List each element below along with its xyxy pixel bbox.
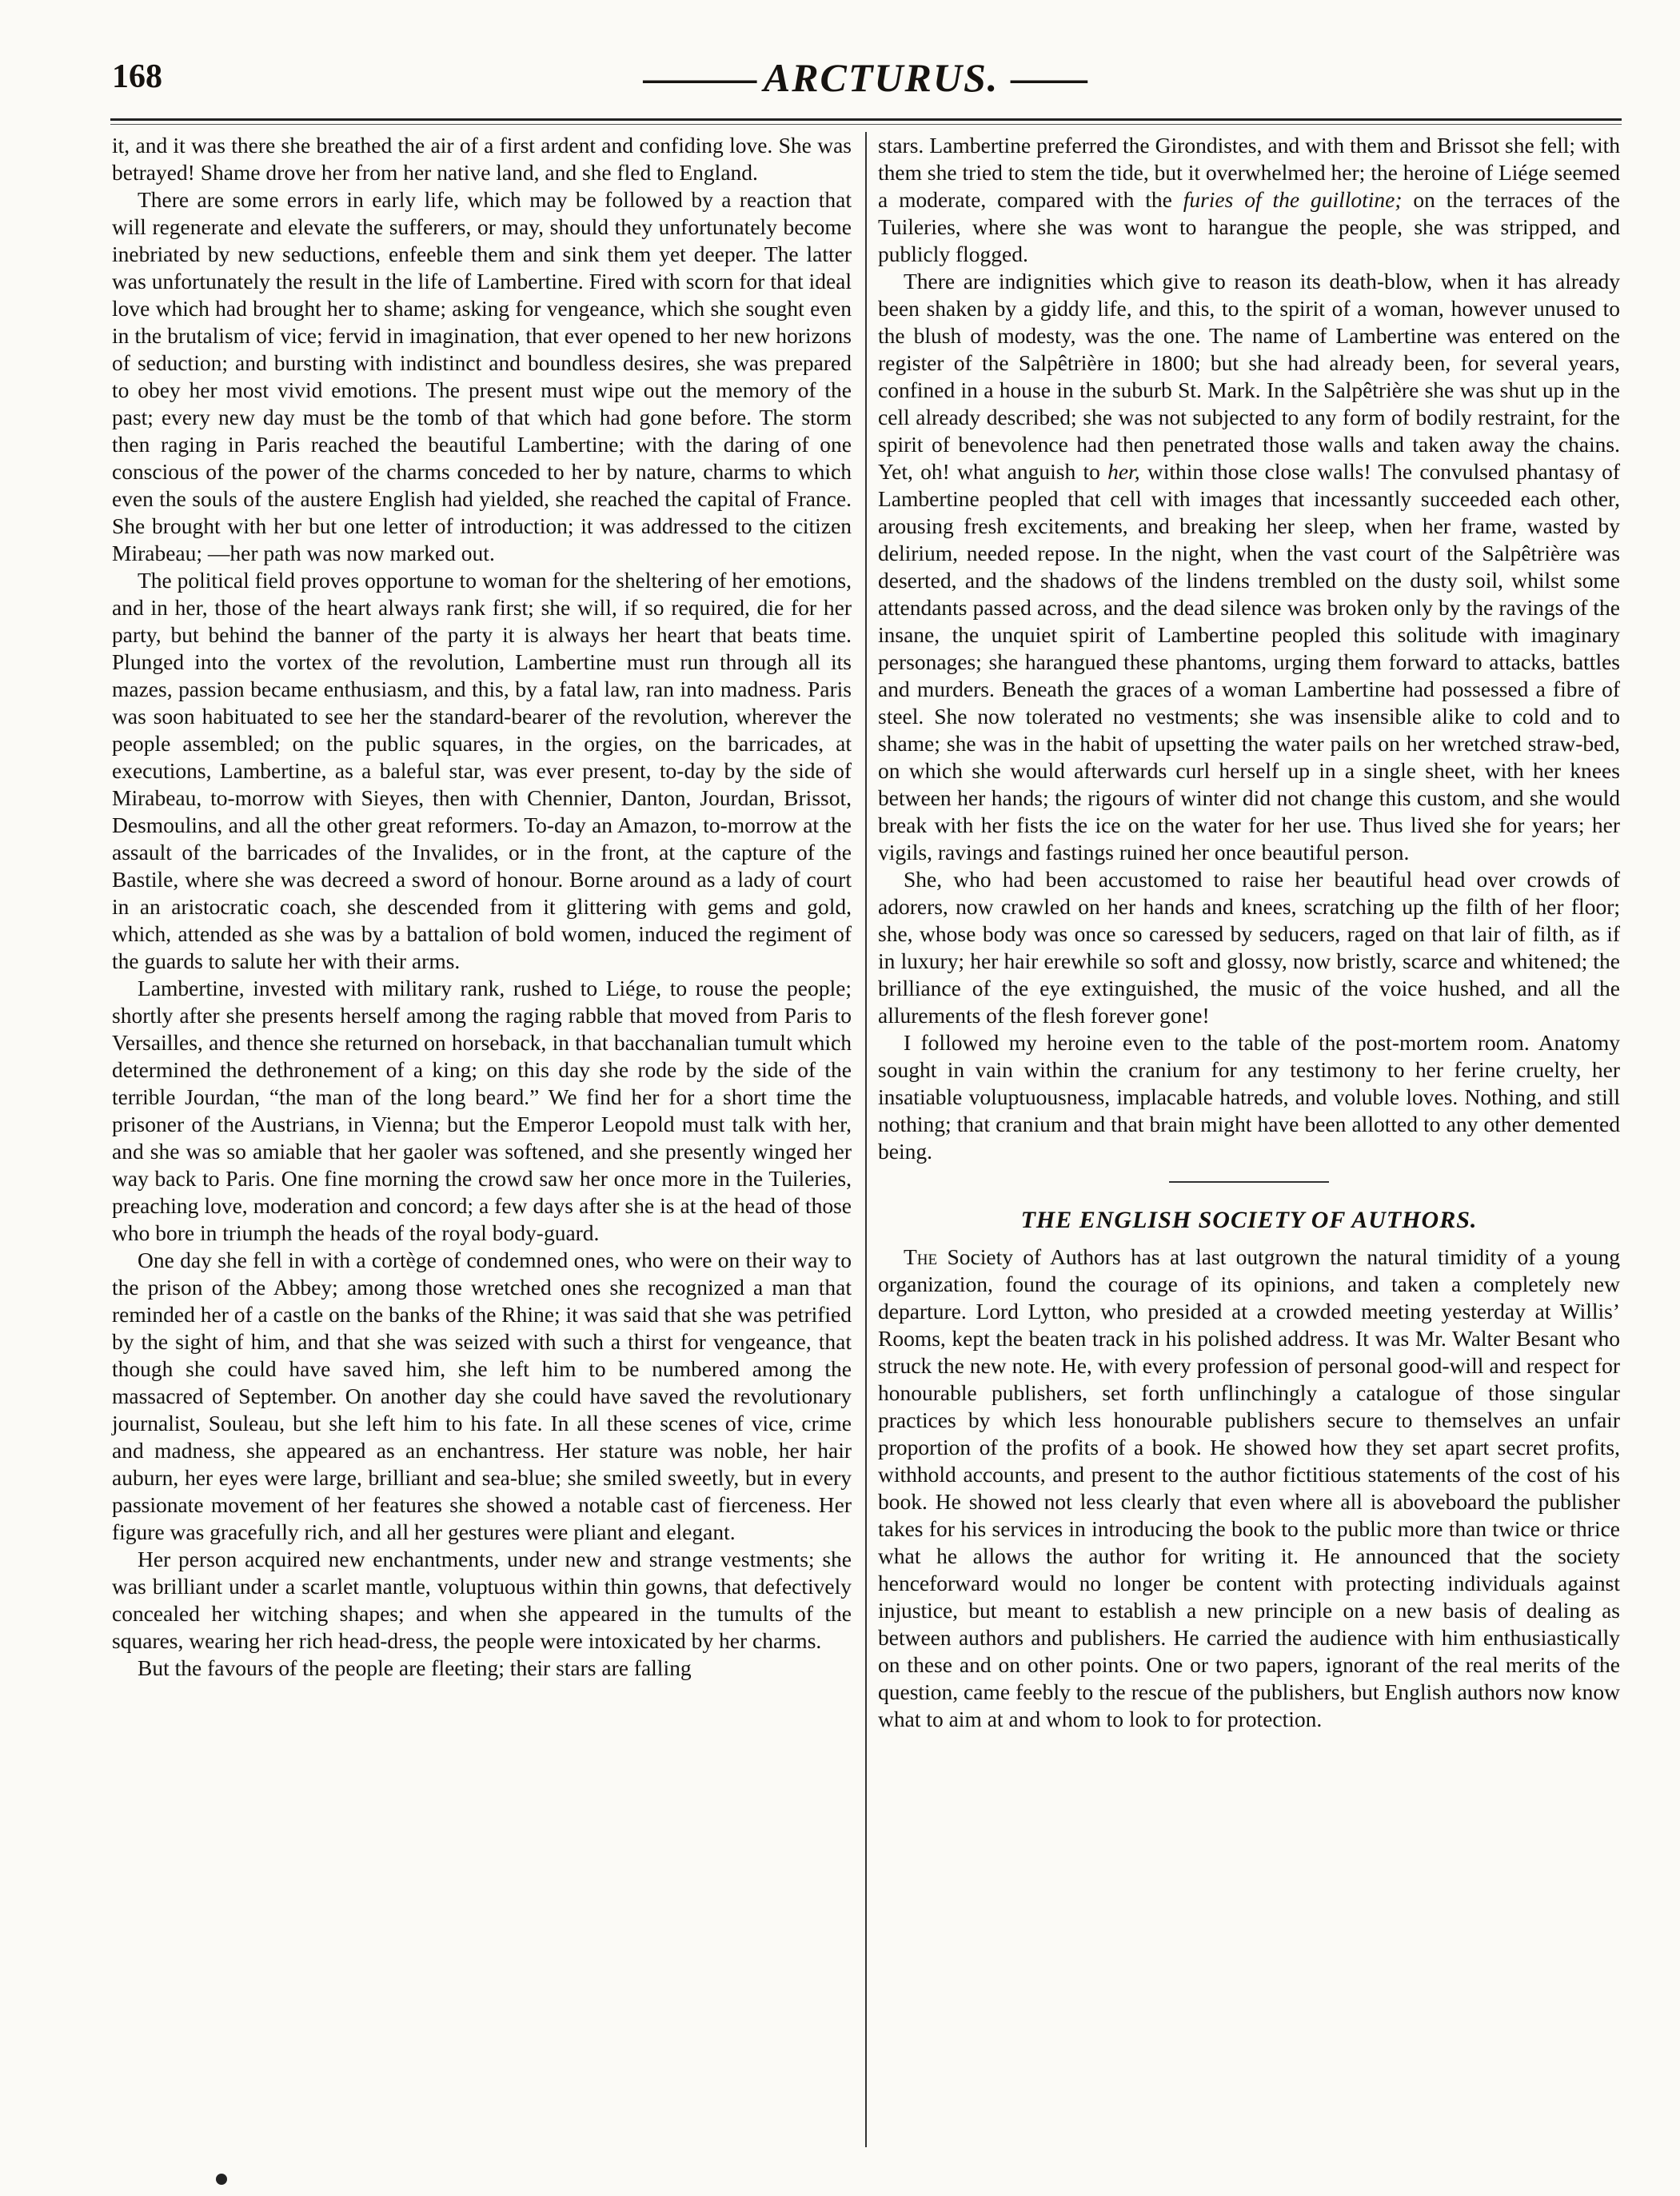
title-ornament-left: ——— bbox=[643, 55, 754, 100]
paragraph: Lambertine, invested with military rank, rushed to Liége, to rouse the people; shortly after she presents herself among the raging rabble that moved from Paris to Versailles, and thence she returned on horseback, in that bacchanalian tumult which determined the dethronement of a king; on this day she rode by the side of the terrible Jourdan, “the man of the long beard.” We find her for a short time the prisoner of the Austrians, in Vienna; but the Emperor Leopold must talk with her, and she was so amiable that her gaoler was softened, and she presently winged her way back to Paris. One fine morning the crowd saw her once more in the Tuileries, preaching love, moderation and concord; a few days after she is at the head of those who bore in triumph the heads of the royal body-guard. bbox=[112, 976, 852, 1245]
emphasis: furies of the guillotine; bbox=[1183, 187, 1403, 212]
paragraph bbox=[878, 132, 1620, 268]
column-divider bbox=[865, 132, 867, 2147]
section-heading: THE ENGLISH SOCIETY OF AUTHORS. bbox=[1020, 1207, 1478, 1233]
header-rule bbox=[110, 118, 1622, 121]
paragraph: The political field proves opportune to woman for the sheltering of her emotions, and in her, those of the heart always rank first; she will, if so required, die for her party, but behind the banner of the party it is always her heart that beats time. Plunged into the vortex of the revolution, Lambertine must run through all its mazes, passion became enthusiasm, and this, by a fatal law, ran into madness. Paris was soon habituated to see her the standard-bearer of the revolution, wherever the people assembled; on the public squares, in the orgies, on the barricades, at executions, Lambertine, as a baleful star, was ever present, to-day by the side of Mirabeau, to-morrow with Sieyes, then with Chennier, Danton, Jourdan, Brissot, Desmoulins, and all the other great reformers. To-day an Amazon, to-morrow at the assault of the barricades of the Invalides, or in the front, at the capture of the Bastile, where she was decreed a sword of honour. Borne around as a lady of court in an aristocratic coach, she descended from it glittering with gems and gold, which, attended as she was by a battalion of bold women, induced the regiment of the guards to salute her with their arms. bbox=[112, 568, 852, 973]
drop-word: The bbox=[904, 1244, 938, 1269]
paragraph: There are some errors in early life, which may be followed by a reaction that will regenerate and elevate the sufferers, or may, should they unfortunately become inebriated by new seductions, enfeeble them and sink them yet deeper. The latter was unfortunately the result in the life of Lambertine. Fired with scorn for that ideal love which had brought her to shame; asking for vengeance, which she sought even in the brutalism of vice; fervid in imagination, that ever opened to her new horizons of seduction; and bursting with indistinct and boundless desires, she was prepared to obey her most vivid emotions. The present must wipe out the memory of the past; every new day must be the tomb of that which had gone before. The storm then raging in Paris reached the beautiful Lambertine; with the daring of one conscious of the power of the charms conceded to her by nature, charms to which even the souls of the austere English had yielded, she reached the capital of France. She brought with her but one letter of introduction; it was addressed to the citizen Mirabeau; —her path was now marked out. bbox=[112, 187, 852, 565]
section-divider bbox=[1169, 1181, 1329, 1183]
running-title-text: ARCTURUS. bbox=[763, 55, 1000, 100]
paragraph bbox=[878, 268, 1620, 866]
text-run: There are indignities which give to reason its death-blow, when it has already been shaken by a giddy life, and this, to the spirit of a woman, however unused to the blush of modesty, was the one. The name of Lambertine was entered on the register of the Salpêtrière in 1800; but she had already been, for several years, confined in a house in the suburb St. Mark. In the Salpêtrière she was shut up in the cell already described; she was not subjected to any form of bodily restraint, for the spirit of benevolence had then penetrated those walls and taken away the chains. Yet, oh! what anguish to bbox=[878, 269, 1620, 484]
text-run: Society of Authors has at last outgrown the natural timidity of a young organization, found the courage of its opinions, and taken a completely new departure. Lord Lytton, who presided at a crowded meeting yesterday at Willis’ Rooms, kept the beaten track in his polished address. It was Mr. Walter Besant who struck the new note. He, with every profession of personal good-will and respect for honourable publishers, set forth unflinchingly a catalogue of those singular practices by which less honourable publishers secure to themselves an unfair proportion of the profits of a book. He showed how they set apart secret profits, withhold accounts, and present to the author fictitious statements of the cost of his book. He showed not less clearly that even where all is aboveboard the publisher takes for his services in introducing the book to the public more than twice or thrice what he allows the author for writing it. He announced that the society henceforward would no longer be content with protecting individuals against injustice, but meant to establish a new principle on a new basis of dealing as between authors and publishers. He carried the audience with him enthusiastically on these and on other points. One or two papers, ignorant of the real merits of the question, came feebly to the rescue of the publishers, but English authors now know what to aim at and whom to look to for protection. bbox=[878, 1244, 1620, 1731]
title-ornament-right: —— bbox=[1010, 55, 1084, 100]
paragraph: it, and it was there she breathed the air of a first ardent and confiding love. She was betrayed! Shame drove her from her native land, and she fled to England. bbox=[112, 133, 852, 185]
paragraph bbox=[878, 1244, 1620, 1733]
paragraph: But the favours of the people are fleeting; their stars are falling bbox=[138, 1655, 692, 1680]
text-run: stars. Lambertine preferred the Girondistes, and with them and Brissot she fell; with them she tried to stem the tide, but it overwhelmed her; the heroine of Liége seemed a moderate, compared with the bbox=[878, 133, 1620, 212]
text-run: within those close walls! The convulsed phantasy of Lambertine peopled that cell with images that incessantly succeeded each other, arousing fresh excitements, and breaking her sleep, when her frame, wasted by delirium, needed repose. In the night, when the vast court of the Salpêtrière was deserted, and the shadows of the lindens trembled on the dusty soil, whilst some attendants passed across, and the dead silence was broken only by the ravings of the insane, the unquiet spirit of Lambertine peopled this solitude with imaginary personages; she harangued these phantoms, urging them forward to attacks, battles and murders. Beneath the graces of a woman Lambertine had possessed a fibre of steel. She now tolerated no vestments; she was insensible alike to cold and to shame; she was in the habit of upsetting the water pails on her wretched straw-bed, on which she would afterwards curl herself up in a single sheet, with her knees between her hands; the rigours of winter did not change this custom, and she would break with her fists the ice on the water for her use. Thus lived she for years; her vigils, ravings and fastings ruined her once beautiful person. bbox=[878, 459, 1620, 864]
right-column bbox=[878, 132, 1620, 1733]
text-run: on the terraces of the Tuileries, where she was wont to harangue the people, she was stripped, and publicly flogged. bbox=[878, 187, 1620, 266]
emphasis: her, bbox=[1107, 459, 1140, 484]
paragraph: One day she fell in with a cortège of condemned ones, who were on their way to the prison of the Abbey; among those wretched ones she recognized a man that reminded her of a castle on the banks of the Rhine; it was said that she was petrified by the sight of him, and that she was seized with such a thirst for vengeance, that though she could have saved him, she left him to be numbered among the massacred of September. On another day she could have saved the revolutionary journalist, Souleau, but she left him to his fate. In all these scenes of vice, crime and madness, she appeared as an enchantress. Her stature was noble, her hair auburn, her eyes were large, brilliant and sea-blue; she smiled sweetly, but in every passionate movement of her features she showed a notable cast of fierceness. Her figure was gracefully rich, and all her gestures were pliant and elegant. bbox=[112, 1248, 852, 1544]
left-column bbox=[112, 132, 852, 1682]
page-number: 168 bbox=[112, 58, 162, 95]
paragraph: Her person acquired new enchantments, under new and strange vestments; she was brilliant under a scarlet mantle, voluptuous within thin gowns, that defectively concealed her witching shapes; and when she appeared in the tumults of the squares, wearing her rich head-dress, the people were intoxicated by her charms. bbox=[112, 1547, 852, 1653]
header-rule-thin bbox=[110, 124, 1622, 125]
ink-blot bbox=[216, 2174, 227, 2185]
paragraph: I followed my heroine even to the table of the post-mortem room. Anatomy sought in vain within the cranium for any testimony to her ferine cruelty, her insatiable voluptuousness, implacable hatreds, and voluble loves. Nothing, and still nothing; that cranium and that brain might have been allotted to any other demented being. bbox=[878, 1030, 1620, 1164]
page-header bbox=[112, 54, 1615, 110]
running-title bbox=[112, 54, 1615, 101]
paragraph: She, who had been accustomed to raise her beautiful head over crowds of adorers, now crawled on her hands and knees, scratching up the filth of her floor; she, whose body was once so caressed by seducers, raged on that lair of filth, as if in luxury; her hair erewhile so soft and glossy, now bristly, scarce and whitened; the brilliance of the eye extinguished, the music of the voice hushed, and all the allurements of the flesh forever gone! bbox=[878, 867, 1620, 1028]
